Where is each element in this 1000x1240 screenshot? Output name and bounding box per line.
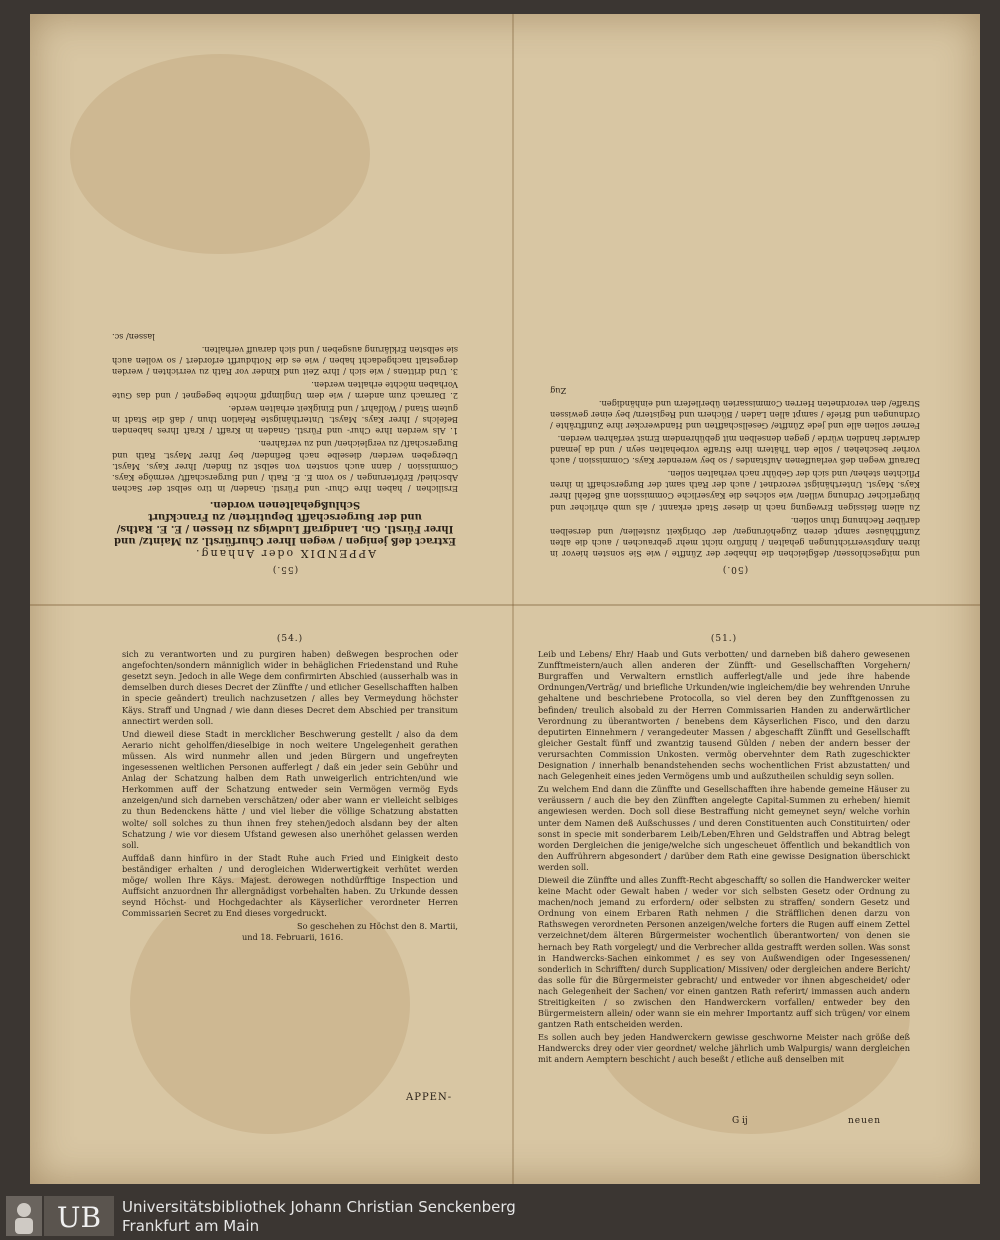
paragraph: Und dieweil diese Stadt in mercklicher Beschwerung gestellt / also da dem Aerario nicht geholffen/dieselbige in noch weitere Ungelegenheit gerathen müssen. Als wird nunmehr allen und jeden Bürgern und ungefreyten ingesessenen weltlichen Personen aufferlegt / daß ein jeder sein Gebühr und Anlag der Schatzung halben dem Rath unweigerlich entrichten/und wie Herkommen auff der Schatzung entweder sein Vermögen vermög Eyds anzeigen/und sich darneben verschätzen/ oder aber wann er vielleicht selbiges zu thun Bedenckens hätte / und viel lieber die völlige Schatzung abstatten wolte/ soll solches zu thun ihnen frey stehen/jedoch alsdann bey der alten Schatzung / wie vor diesem Ufstand gewesen also unerhöhet gelassen werden soll.	[122, 728, 458, 850]
catchword: lassen/ sc.	[112, 331, 155, 342]
extract-title: Extract deß jenigen / wegen Ihrer Churfürstl. zu Maintz/ und Ihrer Fürstl. Gn. Landgraff Ludwigs zu Hessen / E. E. Raths/ und der Burgerschafft Deputirten/ zu Franckfurt Schlußgehaltenen worden.	[114, 498, 456, 546]
page-number: (55.)	[271, 564, 299, 574]
paragraph: und mitgeschlossen/ deßgleichen die Inhaber der Zünffte / wie Sie sonsten hievor in ihren Amptsverrichtungen gehalten / hinfüro nicht mehr gebrauchen / auch die alten Zunffthäuser sampt deren Zugehörungen/ der Obrigkeit zustellen/ und derselben darüber Rechnung thun sollen.	[550, 515, 920, 559]
page-number: (51.)	[710, 634, 738, 644]
paragraph: Leib und Lebens/ Ehr/ Haab und Guts verbotten/ und darneben biß dahero gewesenen Zunfftmeistern/auch allen anderen der Zünfft- und Gesellschafften Vorgehern/ Burgraffen und Verwaltern ernstlich aufferlegt/alle und jede ihre habende Ordnungen/Verträg/ und briefliche Urkunden/wie ingleichem/die bey wehrenden Unruhe gehaltene und beschriebene Protocolla, so viel deren bey den Zunfftgenossen zu befinden/ treulich alsobald zu der Herren Commissarien Handen zu anderwärtlicher Verordnung zu überantworten / benebens dem Käyserlichen Fisco, und den darzu deputirten Einnehmern / verangedeuter Massen / abgeschafft Zünfft und Gesellschafft gleicher Gestalt fünff und zwantzig tausend Gülden / neben der andern besser der verursachten Commission Unkosten. vermög obervehnter dem Rath zugeschickter Designation / innerhalb benandstehenden sechs wochentlichen Frist abzustatten/ und nach Gelegenheit eines jeden Vermögens umb und außzutheilen schuldig seyn sollen.	[538, 649, 910, 782]
paragraph: Dieweil die Zünffte und alles Zunfft-Recht abgeschafft/ so sollen die Handwercker weiter keine Macht oder Gewalt haben / weder vor sich selbsten Gesetz oder Ordnung zu machen/noch jemand zu erfordern/ oder selbsten zu straffen/ sondern Gesetz und Ordnung von einem Erbaren Rath nehmen / die Sträfflichen denen darzu von Rathswegen verordneten Personen anzeigen/welche forters die Rugen auff einem Zettel verzeichnet/dem älteren Bürgermeister wochentlich überantworten/ von denen sie hernach bey Rath vorgelegt/ und die Verbrecher allda gestrafft werden sollen. Was sonst in Handwercks-Sachen einkommet / es sey von Außwendigen oder Ingesessenen/ sonderlich in Schrifften/ durch Supplication/ Missiven/ oder dergleichen andere Bericht/ das solle für die Bürgermeister gebracht/ und entweder vor ihnen abgescheidet/ oder nach Gelegenheit der Sachen/ vor einen gantzen Rath referirt/ immassen auch andern Streitigkeiten / so zwischen den Handwerckern vorfallen/ entweder bey den Bürgermeistern allein/ oder wann sie ein mehrer Importantz auff sich trügen/ vor einem gantzen Rath entscheiden werden.	[538, 874, 910, 1030]
signature-mark: G ij	[732, 1116, 748, 1126]
catchword: APPEN-	[406, 1092, 453, 1103]
paragraph: Auffdaß dann hinfüro in der Stadt Ruhe auch Fried und Einigkeit desto beständiger erhalten / und derogleichen Widerwertigkeit verhütet werden möge/ wollen Ihre Käys. Majest. derowegen nothdürfftige Inspection und Auffsicht anzuordnen Ihr allergnädigst vorbehalten haben. Zu Urkunde dessen seynd Höchst- und Hochgedachter als Käyserlicher verordneter Herren Commissarien Secret zu End dieses vorgedruckt.	[122, 852, 458, 919]
library-name-line1: Universitätsbibliothek Johann Christian Senckenberg	[122, 1198, 516, 1216]
paragraph: Ferner sollen alle und jede Zünffte/ Gesellschafften und Handwercker ihre Zunffträhte / Ordnungen und Briefe / sampt allen Laden / Büchern und Registern/ bey einer gewissen Straffe/ den verordneten Herren Commissarien überliefern und einhändigen.	[550, 398, 920, 431]
catchword: Zug	[550, 385, 567, 396]
library-footer	[0, 1190, 1000, 1240]
date-line: So geschehen zu Höchst den 8. Martii,	[296, 921, 458, 932]
svg-text:UB: UB	[56, 1201, 102, 1234]
bottom-right-page	[538, 634, 910, 1114]
top-right-page	[550, 66, 920, 574]
library-logo-icon	[6, 1196, 114, 1236]
vertical-fold-line	[512, 14, 514, 1184]
paragraph: Zu welchem End dann die Zünffte und Gesellschafften ihre habende gemeine Häuser zu veräussern / auch die bey den Zünfften angelegte Capital-Summen zu erheben/ hiemit angewiesen werden. Doch soll diese Bestraffung nicht gemeynet seyn/ welche vorhin unter dem Namen deß Außschusses / und deren Constituenten auch Constituirten/ oder sonst in specie mit sonderbarem Leib/Leben/Ehren und Geldstraffen und Abtrag belegt worden Dergleichen die jenige/welche sich ungescheuet öffentlich und bekandtlich von den Auffrührern abgesondert / darüber dem Rath eine gewisse Designation überschickt werden soll.	[538, 784, 910, 872]
top-left-page	[112, 66, 458, 574]
paragraph: Zu allem fleissigen Erwegung nach in dieser Stadt erkannt / als umb ehrlicher und bürgerlicher Ordnung willen/ wie solches die Kayserliche Commission auß Befehl Ihrer Kays. Mayst. Unterthänigst verordnet / auch der Rath samt der Burgerschafft in ihren Pflichten stehen/ und sich der Gebühr nach verhalten sollen.	[550, 469, 920, 513]
catchword: neuen	[848, 1116, 882, 1126]
page-number: (54.)	[276, 634, 304, 644]
appendix-heading: APPENDIX oder Anhang.	[193, 546, 377, 560]
library-name	[122, 1198, 516, 1236]
library-name-line2: Frankfurt am Main	[122, 1217, 260, 1235]
paragraph: Darauff wegen deß verlauffenen Aufstandes / so bey werender Kays. Commission / auch vorher beschehen / solle den Thätern ihre Straffe vorbehalten seyn / und da jemand darwider handlen würde / gegen denselben mit gebührendem Ernst verfahren werden.	[550, 433, 920, 467]
paragraph: Ersilichen / haben Ihre Chur- und Fürstl. Gnaden/ in tiro selbst der Sachen Abschied/ Erörterungen / so vom E. E. Rath / und Burgerschafft/ vermöge Kays. Commission / dann auch sonsten von selbst zu finden/ Ihrer Kays. Mayst. Ubergeben werden/ dieselbe nach Befinden/ bey Ihrer Mayst. Rath und Burgerschaft/ zu vergleichen/ und zu verfahren.	[112, 439, 458, 494]
paragraph: sich zu verantworten und zu purgiren haben) deßwegen besprochen oder angefochten/sondern männiglich wider in behäglichen Friedenstand und Ruhe gesetzt seyn. Jedoch in alle Wege dem confirmirten Abschied (ausserhalb was in demselben durch dieses Decret der Zünffte / und etlicher Gesellschafften halben in specie geändert) treulich nachzusetzen / alles bey Vermeydung höchster Käys. Straff und Ungnad / wie dann dieses Decret dem Abschied per transitum annectirt werden soll.	[122, 649, 458, 726]
document-sheet	[30, 14, 980, 1184]
horizontal-fold-line	[30, 604, 980, 606]
paragraph: 2. Darnach zum andern / wie dem Unglimpff möchte begegnet / und das Gute Vorhaben möchte erhalten werden.	[112, 379, 458, 402]
page-number: (50.)	[721, 564, 749, 574]
paragraph: 3. Und drittens / wie sich / Ihre Zeit und Kinder vor Rath zu verrichten / werden dergestalt nachgedacht haben / wie es die Nothdurfft erfordert / so wollen auch sie selbsten Erklärung ausgeben / und sich darauff verhalten.	[112, 344, 458, 377]
bottom-left-page	[122, 634, 458, 943]
paragraph: Es sollen auch bey jeden Handwerckern gewisse geschworne Meister nach größe deß Handwercks drey oder vier geordnet/ welche jährlich umb Walpurgis/ wann dergleichen mit andern Aemptern beschicht / auch beseßt / etliche auß denselben mit	[538, 1032, 910, 1065]
date-line: und 18. Februarii, 1616.	[242, 932, 344, 943]
paragraph: 1. Als werden Ihre Chur- und Fürstl. Gnaden in Krafft / Kraft Ihres habenden Befelchs / Ihrer Kays. Mayst. Unterthänigste Relation thun / daß die Stadt in gutem Stand / Wolfahrt / und Einigkeit erhalten werde.	[112, 404, 458, 437]
